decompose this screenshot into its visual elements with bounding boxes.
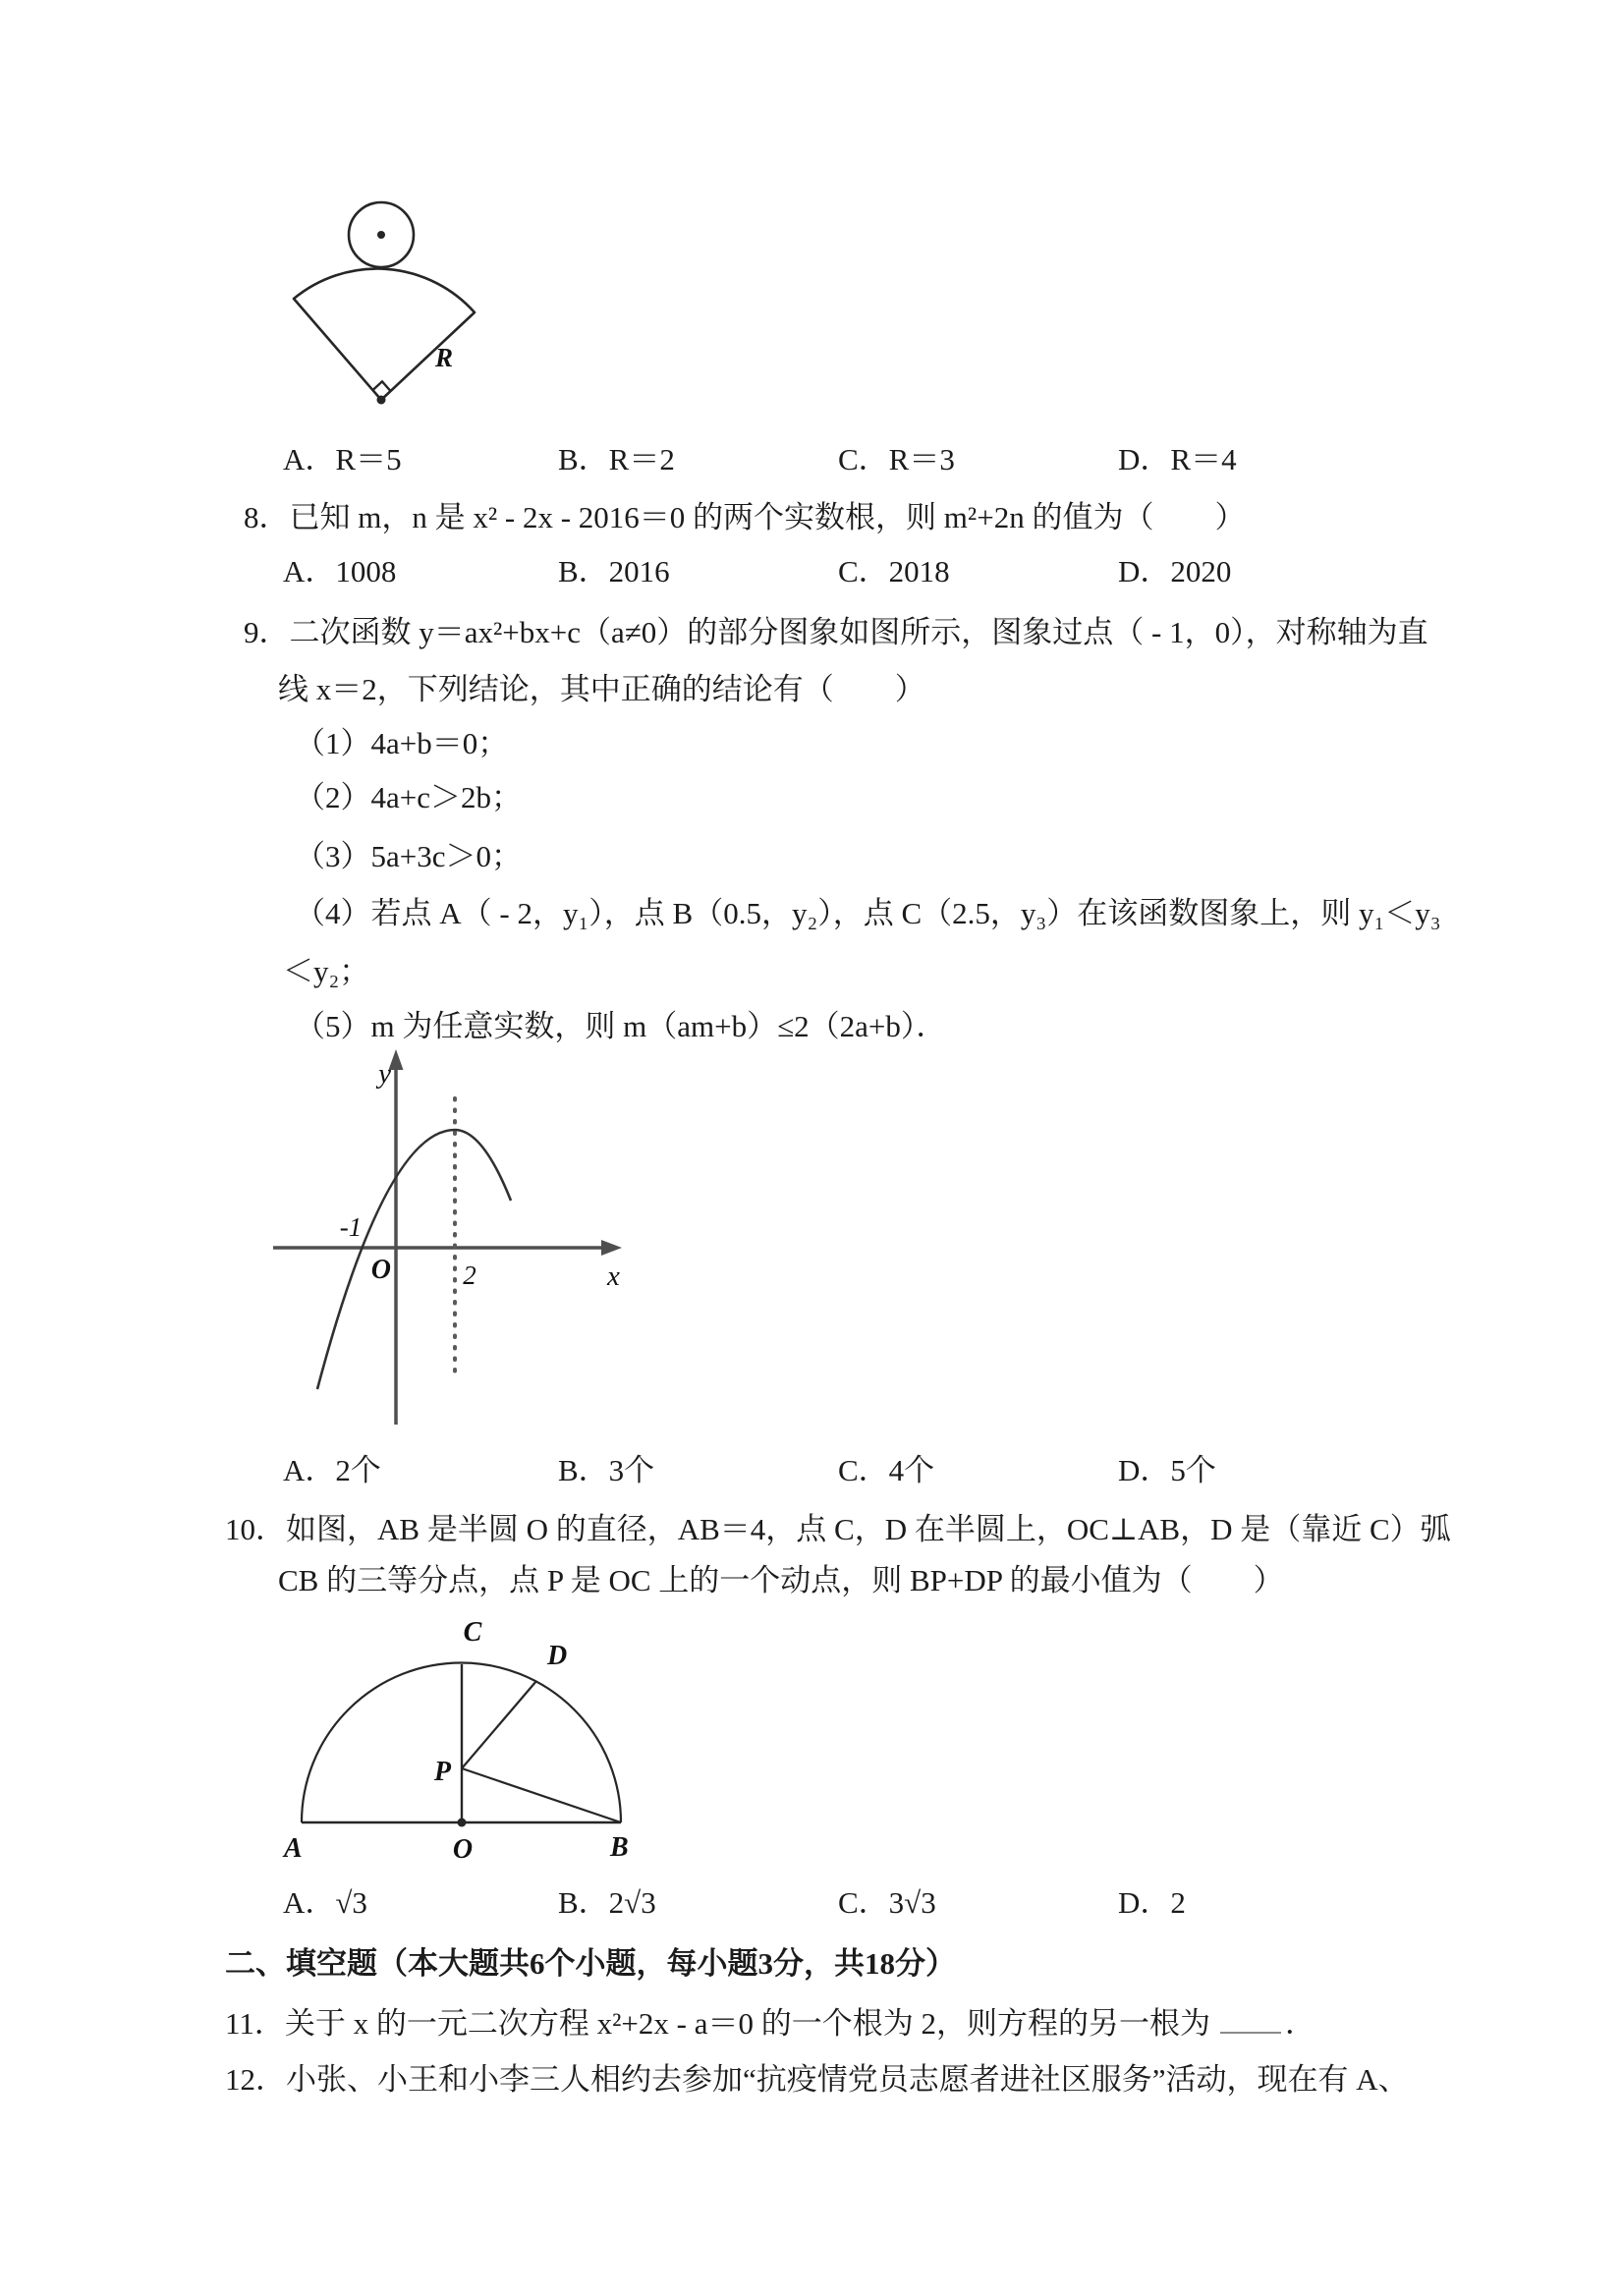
- pb-line: [462, 1768, 621, 1822]
- q10-option-a: A．√3: [283, 1885, 367, 1920]
- q8-option-c: C．2018: [838, 554, 950, 588]
- q7-options-row: [0, 438, 1623, 481]
- q8-option-b: B．2016: [558, 554, 670, 588]
- q7-radius-label: R: [435, 343, 454, 372]
- point-d-label: D: [547, 1641, 568, 1671]
- point-p-label: P: [433, 1757, 451, 1787]
- x-axis-arrow: [601, 1240, 622, 1256]
- q12-text: 12．小张、小王和小李三人相约去参加“抗疫情党员志愿者进社区服务”活动，现在有 A、: [225, 2062, 1409, 2097]
- q9-options-row: [0, 1449, 1623, 1492]
- center-dot: [458, 1819, 467, 1827]
- q9-option-d: D．5个: [1118, 1453, 1216, 1487]
- point-b-label: B: [610, 1832, 629, 1863]
- point-a-label: A: [284, 1833, 303, 1864]
- origin-label: O: [370, 1255, 391, 1285]
- q10-line2: CB 的三等分点，点 P 是 OC 上的一个动点，则 BP+DP 的最小值为（ ）: [278, 1563, 1284, 1597]
- q8-option-a: A．1008: [283, 554, 397, 588]
- q9-statement-4: （4）若点 A（ - 2，y₁），点 B（0.5，y₂），点 C（2.5，y₃）在该函数图象上，则 y₁＜y₃: [295, 896, 1441, 930]
- q7-figure: [275, 169, 501, 415]
- q10-figure: [270, 1609, 653, 1875]
- point-o-label: O: [452, 1834, 474, 1865]
- q10-options-row: [0, 1881, 1623, 1925]
- q9-line1: 9．二次函数 y＝ax²+bx+c（a≠0）的部分图象如图所示，图象过点（ - 1，0），对称轴为直: [244, 615, 1428, 649]
- q11-text-before: 11．关于 x 的一元二次方程 x²+2x - a＝0 的一个根为 2，则方程的另一根为: [225, 2006, 1210, 2041]
- q9-figure: [246, 1043, 648, 1431]
- q7-sector: [294, 269, 475, 400]
- q7-circle-center-dot: [377, 231, 385, 239]
- q7-option-b: B．R＝2: [558, 442, 675, 476]
- q10-option-d: D．2: [1118, 1885, 1186, 1920]
- q9-statement-5: （5）m 为任意实数，则 m（am+b）≤2（2a+b）．: [295, 1009, 947, 1043]
- q9-statement-3: （3）5a+3c＞0；: [295, 839, 523, 873]
- q9-option-b: B．3个: [558, 1453, 655, 1487]
- q8-options-row: [0, 550, 1623, 593]
- answer-blank: [1220, 2002, 1281, 2034]
- q9-option-c: C．4个: [838, 1453, 935, 1487]
- q11-text: [225, 2002, 1315, 2045]
- q10-line1: 10．如图，AB 是半圆 O 的直径，AB＝4，点 C，D 在半圆上，OC⊥AB，D 是（靠近 C）弧: [225, 1512, 1451, 1546]
- q9-option-a: A．2个: [283, 1453, 381, 1487]
- section-heading: 二、填空题（本大题共6个小题，每小题3分，共18分）: [225, 1946, 956, 1981]
- neg-one-tick-label: -1: [339, 1212, 363, 1242]
- q11-text-after: ．: [1284, 2006, 1315, 2041]
- q9-statement-1: （1）4a+b＝0；: [295, 726, 509, 760]
- q10-option-b: B．2√3: [558, 1885, 656, 1920]
- q7-option-d: D．R＝4: [1118, 442, 1237, 476]
- q9-statement-2: （2）4a+c＞2b；: [295, 780, 523, 814]
- q7-option-c: C．R＝3: [838, 442, 955, 476]
- q7-option-a: A．R＝5: [283, 442, 402, 476]
- q7-right-angle-mark: [373, 381, 391, 391]
- q7-apex-dot: [377, 396, 386, 405]
- q9-statement-4-cont: ＜y₂；: [283, 954, 370, 988]
- point-c-label: C: [463, 1617, 482, 1648]
- q8-option-d: D．2020: [1118, 554, 1232, 588]
- x-axis-label: x: [607, 1260, 620, 1292]
- pd-line: [462, 1681, 536, 1768]
- two-tick-label: 2: [463, 1260, 476, 1290]
- q9-line2: 线 x＝2，下列结论，其中正确的结论有（ ）: [278, 672, 925, 706]
- y-axis-label: y: [378, 1058, 391, 1090]
- parabola-curve: [317, 1130, 511, 1389]
- q8-text: 8．已知 m，n 是 x² - 2x - 2016＝0 的两个实数根，则 m²+2n 的值为（ ）: [244, 500, 1246, 534]
- q10-option-c: C．3√3: [838, 1885, 936, 1920]
